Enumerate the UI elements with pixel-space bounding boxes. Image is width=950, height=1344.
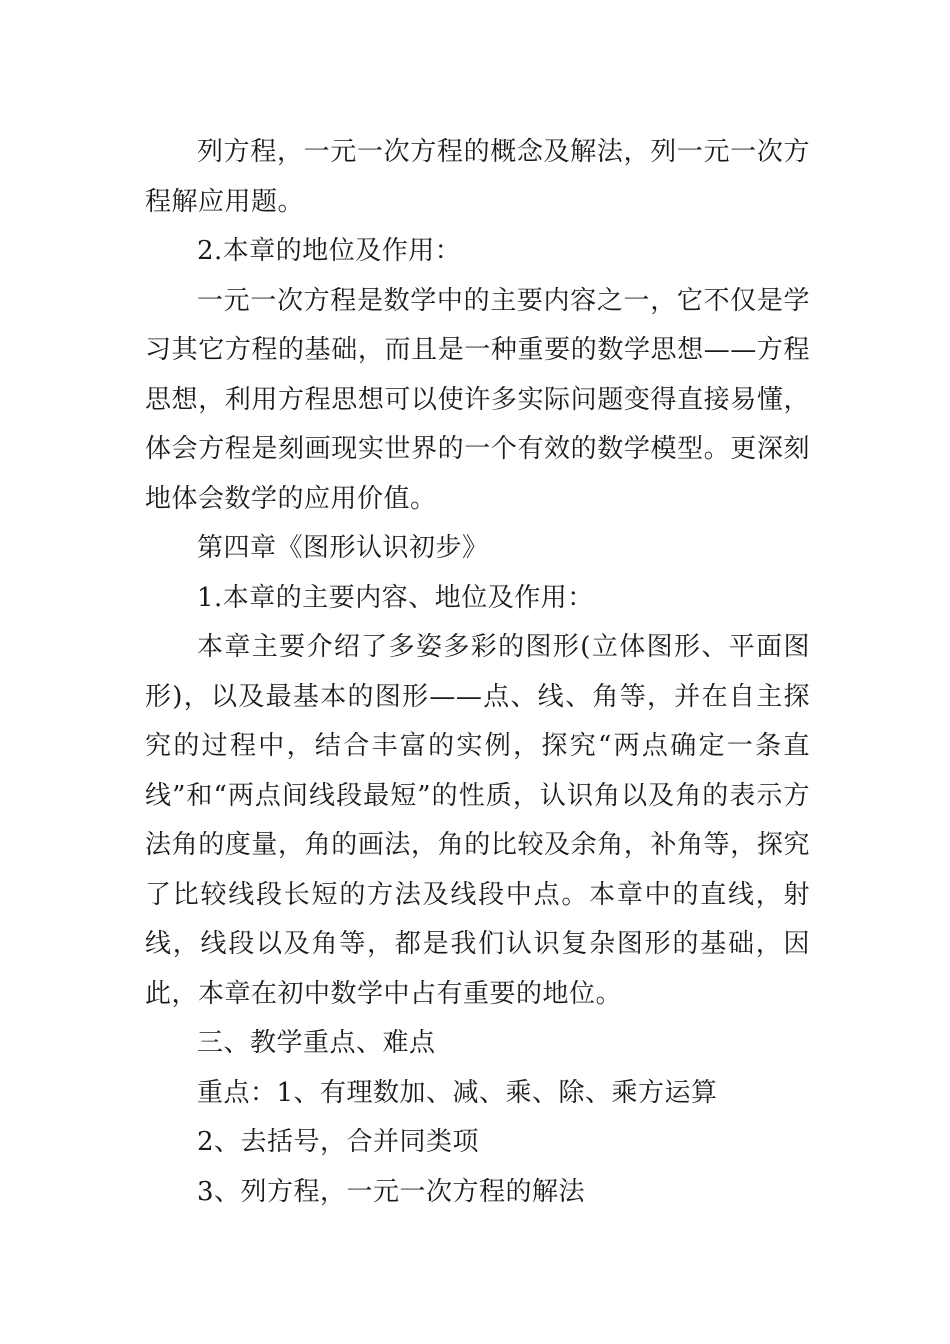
document-body <box>145 128 810 1217</box>
paragraph-linear-equation-importance: 一元一次方程是数学中的主要内容之一，它不仅是学习其它方程的基础，而且是一种重要的数学思想——方程思想，利用方程思想可以使许多实际问题变得直接易懂，体会方程是刻画现实世界的一个有效的数学模型。更深刻地体会数学的应用价值。 <box>145 285 810 514</box>
paragraph-geometry-introduction: 本章主要介绍了多姿多彩的图形(立体图形、平面图形)，以及最基本的图形——点、线、角等，并在自主探究的过程中，结合丰富的实例，探究“两点确定一条直线”和“两点间线段最短”的性质，认识角以及角的表示方法角的度量，角的画法，角的比较及余角，补角等，探究了比较线段长短的方法及线段中点。本章中的直线，射线，线段以及角等，都是我们认识复杂图形的基础，因此，本章在初中数学中占有重要的地位。 <box>145 632 810 1009</box>
paragraph-chapter-content-heading: 1.本章的主要内容、地位及作用： <box>197 582 594 613</box>
key-point-1: 重点：1、有理数加、减、乘、除、乘方运算 <box>197 1077 718 1108</box>
key-point-3: 3、列方程，一元一次方程的解法 <box>197 1176 586 1207</box>
paragraph-chapter-role-heading: 2.本章的地位及作用： <box>197 236 462 266</box>
key-point-2: 2、去括号，合并同类项 <box>197 1127 480 1157</box>
chapter-four-title: 第四章《图形认识初步》 <box>197 533 489 563</box>
paragraph-equations-summary: 列方程，一元一次方程的概念及解法，列一元一次方程解应用题。 <box>145 137 810 217</box>
section-key-points-heading: 三、教学重点、难点 <box>197 1028 436 1058</box>
